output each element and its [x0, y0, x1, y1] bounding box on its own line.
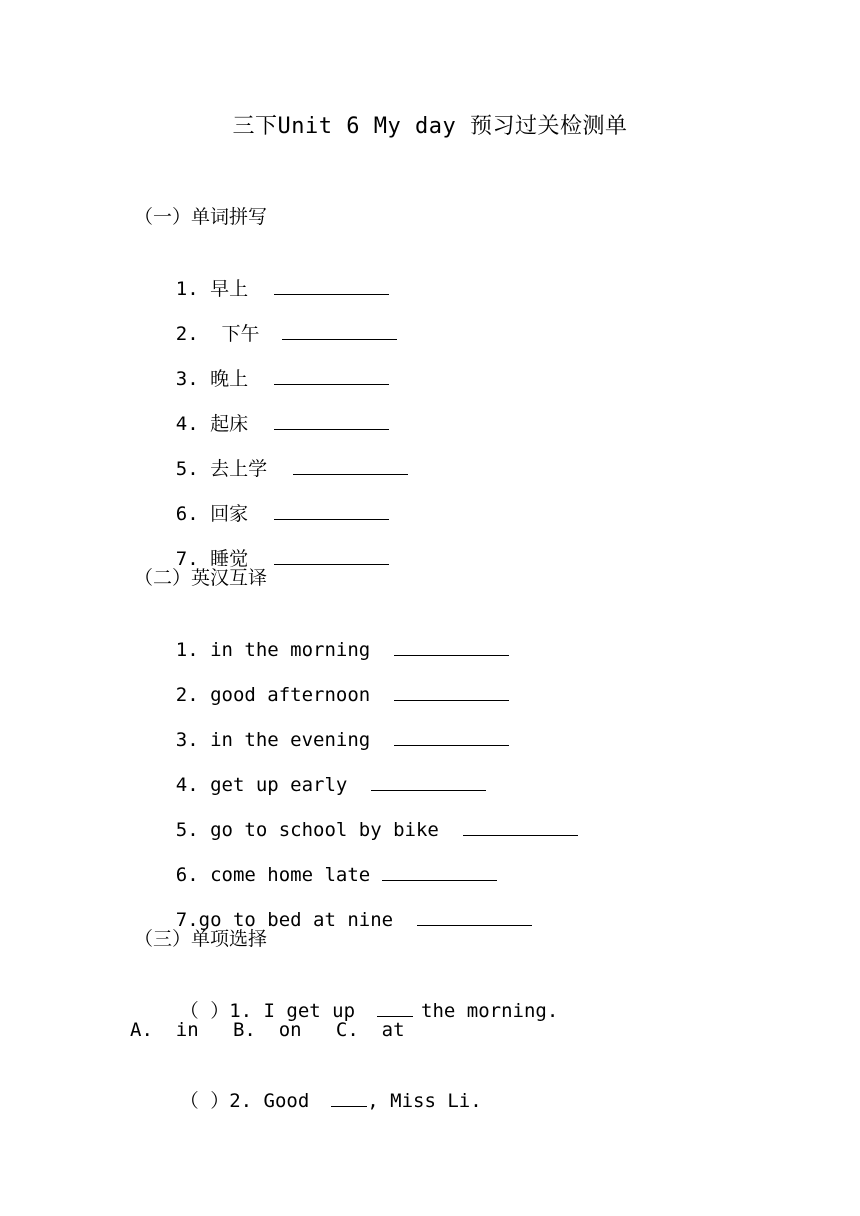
answer-blank[interactable]	[274, 366, 389, 385]
answer-blank[interactable]	[293, 456, 408, 475]
section-heading-translation: （二）英汉互译	[134, 567, 268, 589]
answer-blank[interactable]	[371, 772, 486, 791]
spelling-item-2-label: 2. 下午	[175, 323, 260, 345]
answer-blank[interactable]	[274, 546, 389, 565]
answer-blank[interactable]	[382, 862, 497, 881]
spelling-item-7-label: 7. 睡觉	[175, 548, 249, 570]
answer-blank[interactable]	[463, 817, 578, 836]
spelling-item-3-label: 3. 晚上	[175, 368, 249, 390]
page-title: 三下Unit 6 My day 预习过关检测单	[232, 114, 628, 139]
translation-item-3-label: 3. in the evening	[175, 729, 371, 751]
answer-blank[interactable]	[417, 907, 532, 926]
translation-item-5-label: 5. go to school by bike	[175, 819, 439, 841]
translation-item-1-label: 1. in the morning	[175, 639, 371, 661]
answer-blank[interactable]	[274, 276, 389, 295]
spelling-item-5-label: 5. 去上学	[175, 458, 268, 480]
spelling-item-4-label: 4. 起床	[175, 413, 249, 435]
answer-blank[interactable]	[282, 321, 397, 340]
translation-item-2-label: 2. good afternoon	[175, 684, 371, 706]
answer-blank[interactable]	[274, 411, 389, 430]
answer-blank[interactable]	[331, 1088, 367, 1107]
answer-blank[interactable]	[274, 501, 389, 520]
section-heading-multiple-choice: （三）单项选择	[134, 928, 268, 950]
answer-blank[interactable]	[394, 637, 509, 656]
choice-question-2-prefix: （ ）2. Good	[179, 1090, 310, 1112]
choice-question-1-suffix: the morning.	[421, 1000, 559, 1022]
translation-item-6-label: 6. come home late	[175, 864, 371, 886]
answer-blank[interactable]	[377, 998, 413, 1017]
choice-question-2	[134, 1062, 482, 1140]
answer-blank[interactable]	[394, 682, 509, 701]
spelling-item-6-label: 6. 回家	[175, 503, 249, 525]
section-heading-spelling: （一）单词拼写	[134, 206, 268, 228]
translation-item-4-label: 4. get up early	[175, 774, 348, 796]
choice-question-1-options: A. in B. on C. at	[130, 1019, 405, 1041]
answer-blank[interactable]	[394, 727, 509, 746]
choice-question-2-suffix: , Miss Li.	[367, 1090, 482, 1112]
choice-question-1-prefix: （ ）1. I get up	[179, 1000, 356, 1022]
translation-item-7-label: 7.go to bed at nine	[175, 909, 394, 931]
spelling-item-1-label: 1. 早上	[175, 278, 249, 300]
